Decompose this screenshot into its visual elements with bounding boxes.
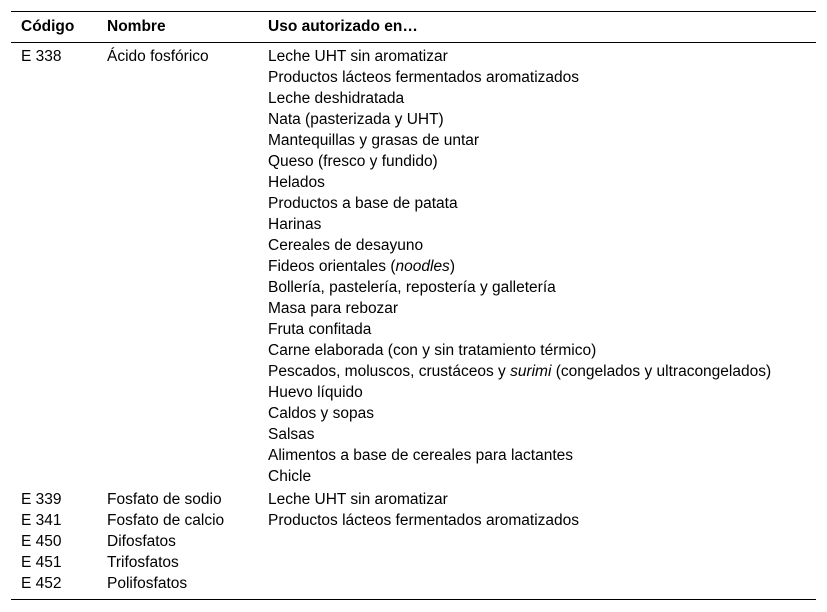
use-item: Fruta confitada bbox=[268, 321, 372, 338]
use-item: Alimentos a base de cereales para lactantes bbox=[268, 447, 574, 464]
use-text: Pescados, moluscos, crustáceos y bbox=[268, 363, 511, 380]
header-rule bbox=[11, 42, 816, 43]
name-item: Difosfatos bbox=[107, 533, 176, 550]
table-bottom-rule bbox=[11, 599, 816, 600]
use-item: Productos a base de patata bbox=[268, 195, 458, 212]
use-item: Bollería, pastelería, repostería y galletería bbox=[268, 279, 556, 296]
code-item: E 451 bbox=[21, 554, 62, 571]
use-item: Cereales de desayuno bbox=[268, 237, 424, 254]
use-item: Leche UHT sin aromatizar bbox=[268, 48, 448, 65]
code-item: E 450 bbox=[21, 533, 62, 550]
use-text: (congelados y ultracongelados) bbox=[551, 363, 772, 380]
name-item: Polifosfatos bbox=[107, 575, 188, 592]
use-item bbox=[268, 361, 771, 382]
name-item: Fosfato de sodio bbox=[107, 491, 222, 508]
use-item: Masa para rebozar bbox=[268, 300, 399, 317]
row-e338-name: Ácido fosfórico bbox=[107, 48, 209, 65]
use-item: Chicle bbox=[268, 468, 312, 485]
use-item: Salsas bbox=[268, 426, 315, 443]
use-text-italic: noodles bbox=[395, 258, 450, 275]
use-item: Harinas bbox=[268, 216, 322, 233]
use-item bbox=[268, 256, 771, 277]
row-e338-code: E 338 bbox=[21, 48, 62, 65]
use-item: Carne elaborada (con y sin tratamiento térmico) bbox=[268, 342, 597, 359]
use-item: Leche deshidratada bbox=[268, 90, 405, 107]
group2-uses bbox=[268, 489, 579, 531]
code-item: E 452 bbox=[21, 575, 62, 592]
name-item: Trifosfatos bbox=[107, 554, 179, 571]
code-item: E 339 bbox=[21, 491, 62, 508]
group2-codes bbox=[21, 489, 62, 594]
use-item: Productos lácteos fermentados aromatizados bbox=[268, 512, 580, 529]
use-item: Productos lácteos fermentados aromatizados bbox=[268, 69, 580, 86]
use-item: Mantequillas y grasas de untar bbox=[268, 132, 480, 149]
use-item: Caldos y sopas bbox=[268, 405, 374, 422]
header-name: Nombre bbox=[107, 18, 166, 35]
table-top-rule bbox=[11, 11, 816, 12]
use-text: Fideos orientales ( bbox=[268, 258, 396, 275]
use-item: Leche UHT sin aromatizar bbox=[268, 491, 448, 508]
row-e338-uses bbox=[268, 46, 771, 487]
group2-names bbox=[107, 489, 224, 594]
use-text: ) bbox=[449, 258, 455, 275]
name-item: Fosfato de calcio bbox=[107, 512, 225, 529]
header-use: Uso autorizado en… bbox=[268, 18, 418, 35]
use-item: Helados bbox=[268, 174, 325, 191]
use-item: Nata (pasterizada y UHT) bbox=[268, 111, 444, 128]
use-text-italic: surimi bbox=[510, 363, 552, 380]
use-item: Huevo líquido bbox=[268, 384, 363, 401]
use-item: Queso (fresco y fundido) bbox=[268, 153, 438, 170]
code-item: E 341 bbox=[21, 512, 62, 529]
header-code: Código bbox=[21, 18, 75, 35]
